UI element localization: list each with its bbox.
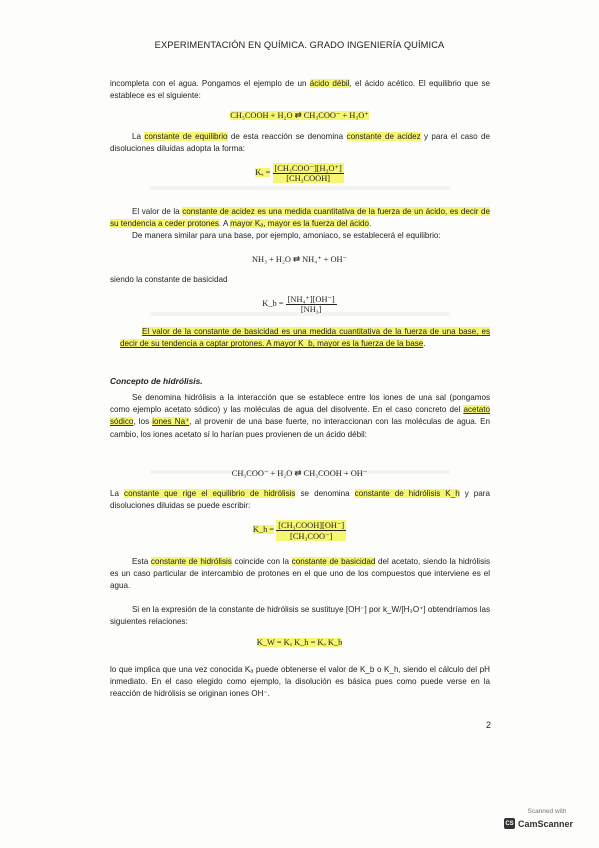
paragraph-6: El valor de la constante de basicidad es una medida cuantitativa de la fuerza de una base, es decir de su tendencia a captar protones. A mayor K_b, mayor es la fuerza de la base. — [120, 327, 490, 349]
equation-ammonia-equilibrium: NH₃ + H₂O ⇄ NH₄⁺ + OH⁻ — [251, 255, 347, 264]
camscanner-logo-icon: CS — [504, 818, 515, 829]
equation-kh: K_h = $\frac{\text{[CH₃COOH][OH⁻]}}{\text{[CH₃COO⁻]}}$ — [252, 521, 345, 541]
paragraph-7: Se denomina hidrólisis a la interacción que se establece entre los iones de una sal (pongamos como ejemplo acetato sódico) y las moléculas de agua del disolvente. En el caso concreto del acetato sódico, los iones Na⁺, al provenir de una base fuerte, no interaccionan con las moléculas de agua. En cambio, los iones acetato sí lo harían pues provienen de un ácido débil: — [110, 393, 490, 439]
highlight: ácido débil — [309, 79, 350, 88]
equation-kw-relations: K_W = Kₐ K_h = Kₐ K_b — [256, 638, 343, 647]
paragraph-10: Si en la expresión de la constante de hidrólisis se sustituye [OH⁻] por k_W/[H₃O⁺] obtendríamos las siguientes relaciones: — [110, 605, 490, 627]
paragraph-8: La constante que rige el equilibrio de hidrólisis se denomina constante de hidrólisis K_h y para disoluciones diluidas se puede escribir: — [110, 489, 490, 511]
equation-acetic-equilibrium: CH₃COOH + H₂O ⇄ CH₃COO⁻ + H₃O⁺ — [230, 111, 369, 120]
scan-shadow — [150, 186, 450, 190]
paragraph-5: siendo la constante de basicidad — [110, 275, 228, 284]
equation-ka: Kₐ = $\frac{\text{[CH₃COO⁻][H₃O⁺]}}{\text{[CH₃COOH]}}$ — [255, 164, 342, 183]
camscanner-watermark: Scanned with CS CamScanner — [505, 808, 574, 829]
paragraph-11: lo que implica que una vez conocida Kₐ puede obtenerse el valor de K_b o K_h, siendo el cálculo del pH inmediato. En el caso elegido como ejemplo, la disolución es básica pues como puede verse en la reacción de hidrólisis se originan iones OH⁻. — [110, 665, 490, 699]
page-header: EXPERIMENTACIÓN EN QUÍMICA. GRADO INGENIERÍA QUÍMICA — [154, 40, 445, 50]
paragraph-1: incompleta con el agua. Pongamos el ejemplo de un ácido débil, el ácido acético. El equilibrio que se establece es el siguiente: — [110, 79, 490, 101]
fraction: $\frac{\text{[CH₃COOH][OH⁻]}}{\text{[CH₃COO⁻]}}$ — [278, 521, 345, 541]
fraction: $\frac{\text{[NH₄⁺][OH⁻]}}{\text{[NH₃]}}$ — [287, 295, 335, 314]
equation-kb: K_b = $\frac{\text{[NH₄⁺][OH⁻]}}{\text{[NH₃]}}$ — [262, 295, 335, 314]
paragraph-2: La constante de equilibrio de esta reacción se denomina constante de acidez y para el caso de disoluciones diluidas adopta la forma: — [110, 132, 491, 154]
equation-hydrolysis: CH₃COO⁻ + H₂O ⇄ CH₃COOH + OH⁻ — [231, 469, 368, 478]
page-number: 2 — [486, 720, 492, 730]
paragraph-9: Esta constante de hidrólisis coincide con la constante de basicidad del acetato, siendo la hidrólisis es un caso particular de intercambio de protones en el que uno de los compuestos que interviene es el agua. — [110, 557, 490, 591]
paragraph-3: El valor de la constante de acidez es una medida cuantitativa de la fuerza de un ácido, es decir de su tendencia a ceder protones. A mayor Kₐ, mayor es la fuerza del ácido. De manera similar para una base, por ejemplo, amoniaco, se establecerá el equilibrio: — [110, 207, 490, 241]
fraction: $\frac{\text{[CH₃COO⁻][H₃O⁺]}}{\text{[CH₃COOH]}}$ — [274, 164, 342, 183]
section-heading: Concepto de hidrólisis. — [110, 376, 203, 386]
